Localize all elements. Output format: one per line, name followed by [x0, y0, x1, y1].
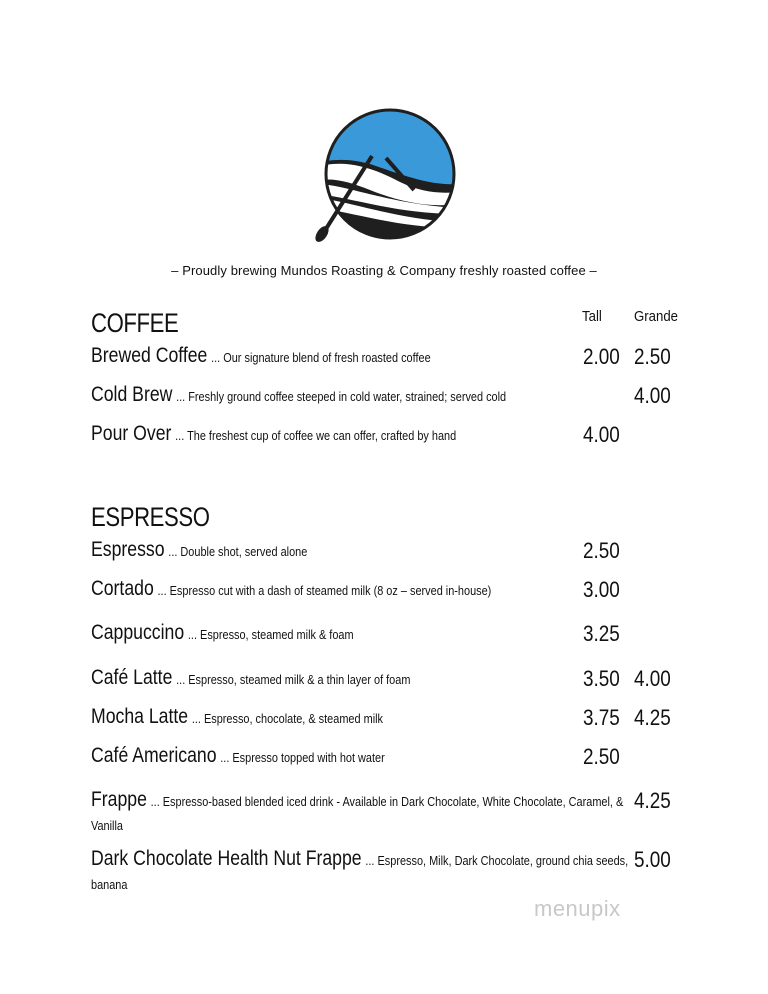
price-tall: 2.50 [583, 744, 620, 769]
price-grande: 4.00 [634, 383, 671, 408]
item-description: ... Espresso-based blended iced drink - Available in Dark Chocolate, White Chocolate, Caramel, & Vanilla [91, 794, 624, 833]
item-name: Café Americano [91, 744, 217, 767]
column-header-grande: Grande [634, 308, 679, 325]
column-header-tall: Tall [582, 308, 602, 325]
price-grande: 4.00 [634, 666, 671, 691]
price-grande: 4.25 [634, 788, 671, 813]
item-name: Café Latte [91, 666, 173, 689]
menu-item [91, 538, 631, 562]
menu-item [91, 788, 631, 838]
menu-item [91, 705, 631, 729]
item-description: ... Freshly ground coffee steeped in cold water, strained; served cold [176, 389, 507, 404]
item-name: Cappuccino [91, 621, 185, 644]
section-title-espresso: ESPRESSO [91, 502, 210, 532]
price-tall: 3.50 [583, 666, 620, 691]
price-tall: 3.75 [583, 705, 620, 730]
price-grande: 4.25 [634, 705, 671, 730]
menu-item [91, 621, 631, 645]
price-tall: 2.00 [583, 344, 620, 369]
tagline: – Proudly brewing Mundos Roasting & Company freshly roasted coffee – [171, 263, 597, 278]
item-name: Brewed Coffee [91, 344, 208, 367]
price-tall: 3.25 [583, 621, 620, 646]
item-description: ... Espresso topped with hot water [220, 750, 385, 765]
menu-item [91, 744, 631, 768]
menu-item [91, 383, 631, 407]
item-description: ... Espresso, steamed milk & a thin layer of foam [176, 672, 411, 687]
rowboat-logo [310, 104, 458, 244]
price-grande: 5.00 [634, 847, 671, 872]
item-description: ... Espresso, steamed milk & foam [187, 627, 354, 642]
item-name: Cold Brew [91, 383, 173, 406]
item-name: Pour Over [91, 422, 172, 445]
item-name: Mocha Latte [91, 705, 189, 728]
item-description: ... Double shot, served alone [168, 544, 308, 559]
menu-item [91, 666, 631, 690]
price-grande: 2.50 [634, 344, 671, 369]
watermark: menupix [534, 896, 621, 921]
item-name: Cortado [91, 577, 154, 600]
menu-item [91, 847, 631, 897]
item-description: ... Espresso, Milk, Dark Chocolate, ground chia seeds, banana [91, 853, 629, 892]
menu-item [91, 344, 631, 368]
item-description: ... Our signature blend of fresh roasted coffee [211, 350, 431, 365]
price-tall: 3.00 [583, 577, 620, 602]
section-title-coffee: COFFEE [91, 308, 179, 338]
item-description: ... Espresso cut with a dash of steamed milk (8 oz – served in-house) [157, 583, 492, 598]
menu-item [91, 577, 631, 601]
menu-item [91, 422, 631, 446]
item-description: ... The freshest cup of coffee we can offer, crafted by hand [175, 428, 457, 443]
item-name: Frappe [91, 788, 147, 811]
item-name: Dark Chocolate Health Nut Frappe [91, 847, 362, 870]
price-tall: 2.50 [583, 538, 620, 563]
item-description: ... Espresso, chocolate, & steamed milk [191, 711, 384, 726]
item-name: Espresso [91, 538, 165, 561]
price-tall: 4.00 [583, 422, 620, 447]
